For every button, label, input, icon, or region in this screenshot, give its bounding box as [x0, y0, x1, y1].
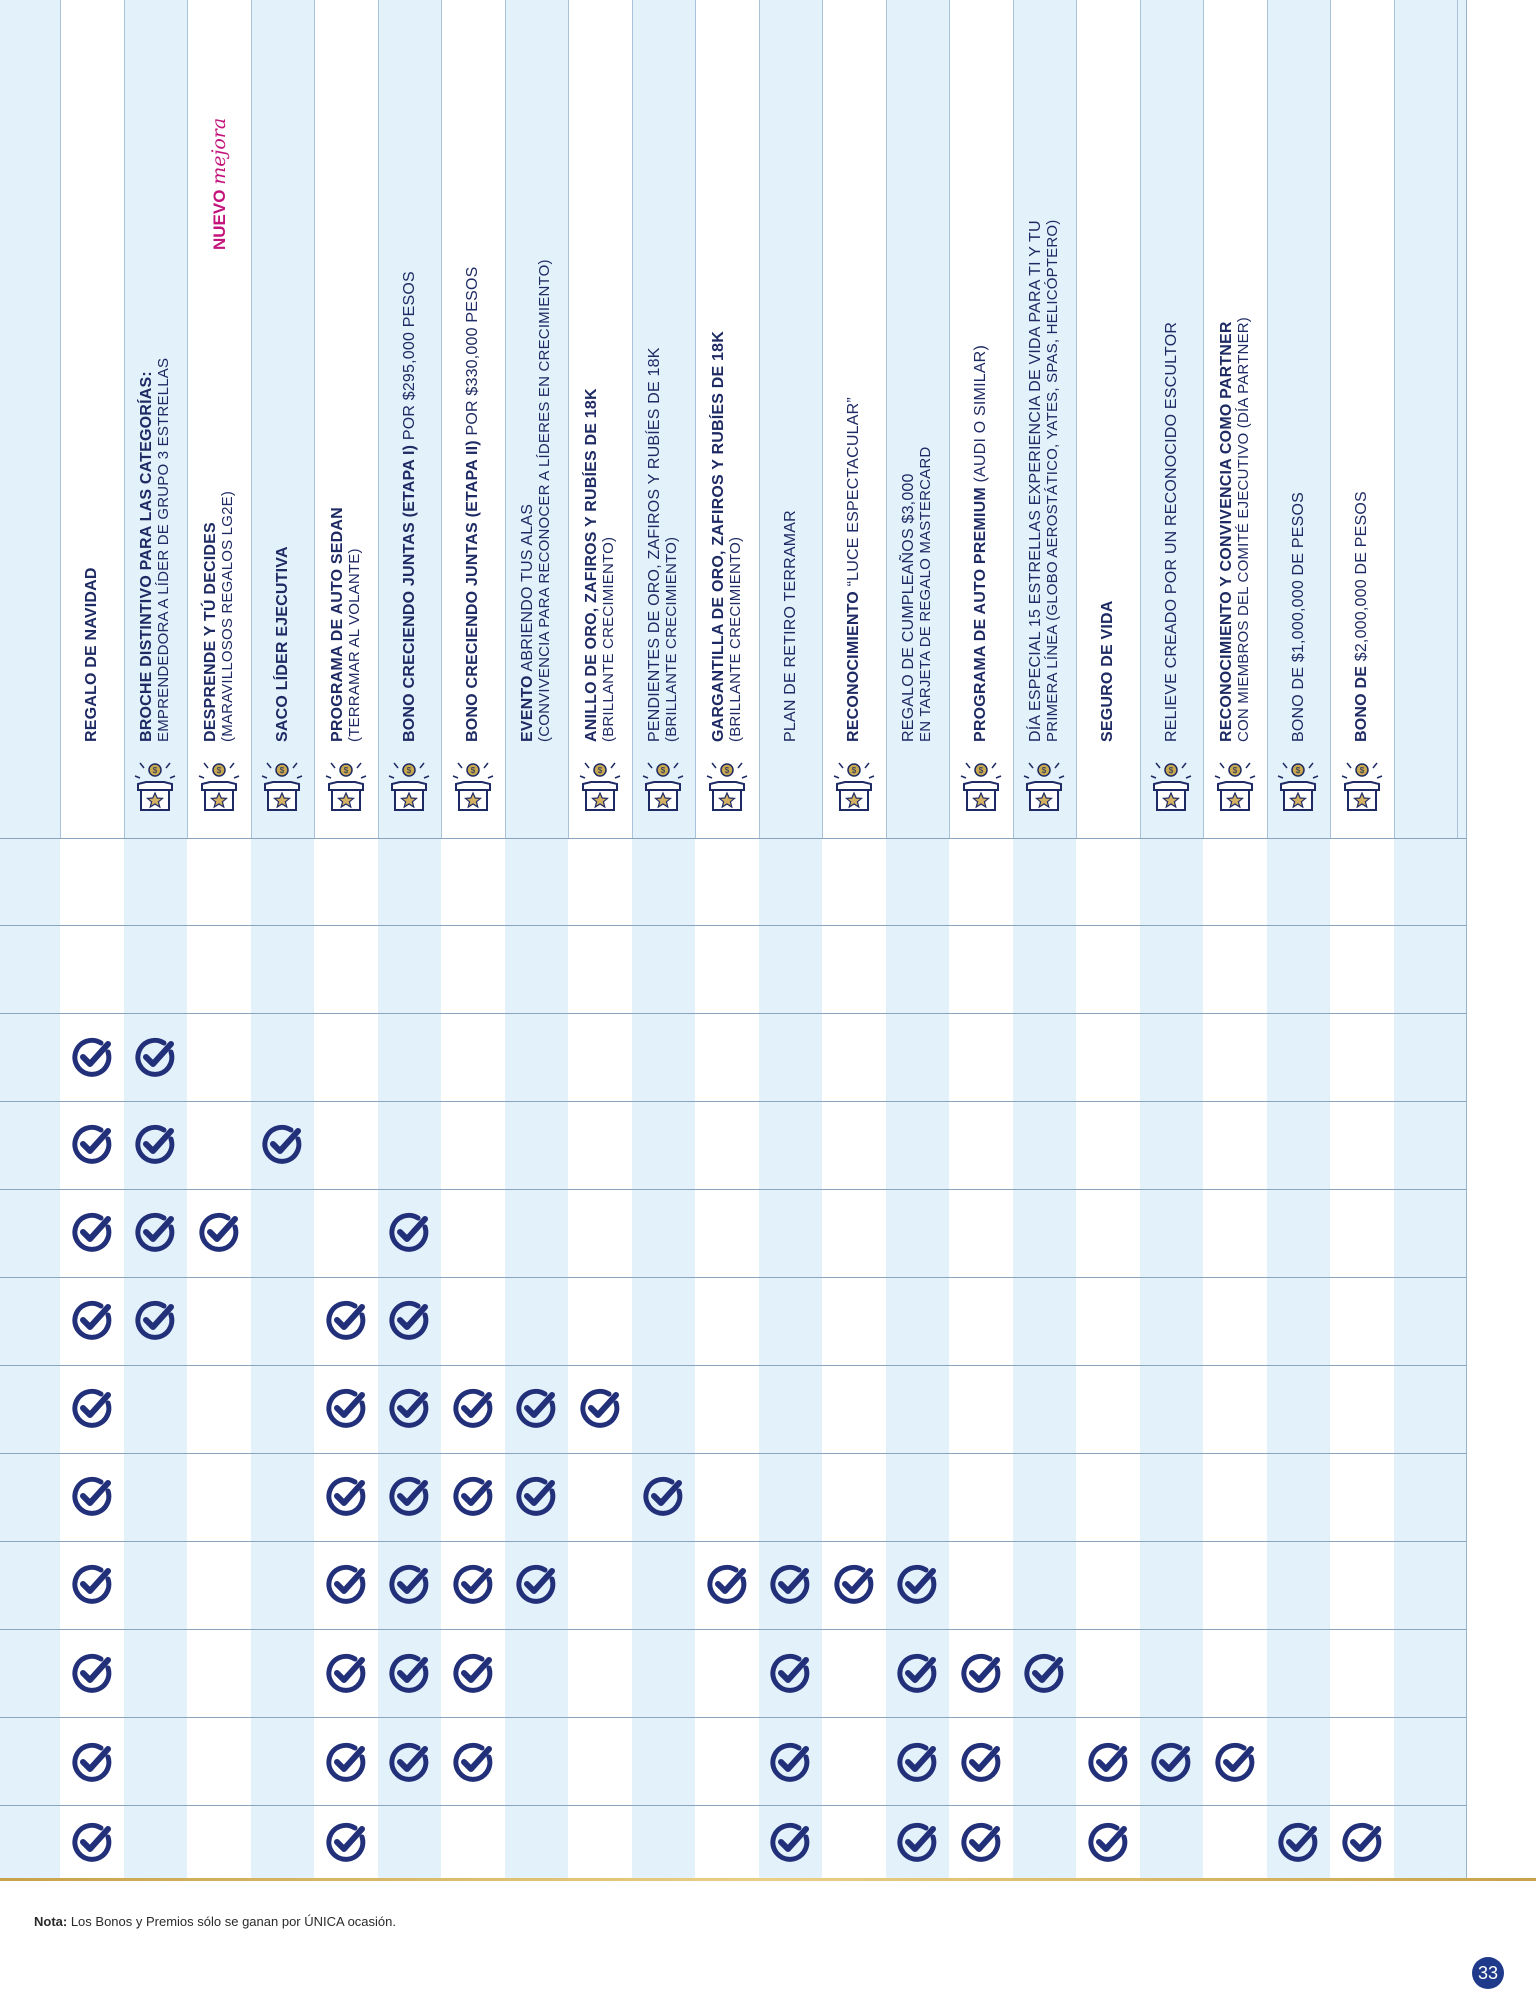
column-header-bold: SACO LÍDER EJECUTIVA: [274, 546, 291, 742]
column-header-line1: [782, 510, 799, 742]
column-stripe: [1140, 0, 1204, 1880]
column-header-line1: [972, 345, 989, 742]
row-divider: [0, 838, 1466, 839]
gift-box-icon: [1339, 760, 1385, 814]
column-header-rest: $2,000,000 DE PESOS: [1353, 491, 1370, 666]
row-divider: [0, 1013, 1466, 1014]
checkmark-icon: [514, 1474, 558, 1518]
column-header-line2: (BRILLANTE CRECIMIENTO): [663, 536, 680, 742]
checkmark-icon: [387, 1474, 431, 1518]
column-header-line1: [464, 266, 481, 742]
column-header-bold: PROGRAMA DE AUTO SEDAN: [329, 507, 346, 742]
checkmark-icon: [895, 1562, 939, 1606]
column-stripe: [632, 0, 696, 1880]
column-header-c7: [464, 266, 481, 742]
column-divider: [1330, 0, 1331, 838]
row-divider: [0, 1541, 1466, 1542]
column-header-line2: (MARAVILLOSOS REGALOS LG2E): [219, 490, 236, 742]
column-header-bold: ANILLO DE ORO, ZAFIROS Y RUBÍES DE 18K: [583, 388, 600, 742]
column-header-line1: [1218, 317, 1235, 742]
column-divider: [1394, 0, 1395, 838]
checkmark-icon: [324, 1651, 368, 1695]
gift-box-icon: [1212, 760, 1258, 814]
gift-box-icon: [1275, 760, 1321, 814]
checkmark-icon: [70, 1386, 114, 1430]
column-header-rest: PENDIENTES DE ORO, ZAFIROS Y RUBÍES DE 18K: [646, 347, 663, 742]
column-header-bold: DESPRENDE Y TÚ DECIDES: [202, 522, 219, 742]
column-header-c14: [900, 447, 934, 742]
checkmark-icon: [832, 1562, 876, 1606]
row-divider: [0, 1629, 1466, 1630]
column-header-line2: (BRILLANTE CRECIMIENTO): [727, 536, 744, 742]
checkmark-icon: [324, 1474, 368, 1518]
checkmark-icon: [70, 1210, 114, 1254]
row-divider: [0, 1277, 1466, 1278]
column-divider: [1457, 0, 1458, 838]
checkmark-icon: [1086, 1740, 1130, 1784]
column-header-c11: [710, 331, 744, 742]
column-header-line1: [202, 491, 219, 742]
checkmark-icon: [133, 1035, 177, 1079]
checkmark-icon: [451, 1651, 495, 1695]
checkmark-icon: [895, 1651, 939, 1695]
row-divider: [0, 1453, 1466, 1454]
checkmark-icon: [387, 1740, 431, 1784]
checkmark-icon: [324, 1740, 368, 1784]
column-header-line1: [900, 447, 917, 742]
column-header-line1: [1099, 601, 1116, 743]
column-divider: [1076, 0, 1077, 838]
gold-divider: [0, 1878, 1536, 1881]
column-header-bold: GARGANTILLA DE ORO, ZAFIROS Y RUBÍES DE 18K: [710, 330, 727, 742]
column-header-line1: [1027, 220, 1044, 742]
svg-text:$: $: [407, 766, 412, 775]
svg-text:$: $: [661, 766, 666, 775]
checkmark-icon: [451, 1386, 495, 1430]
column-header-bold: PROGRAMA DE AUTO PREMIUM: [972, 487, 989, 742]
column-header-line1: [1353, 491, 1370, 742]
checkmark-icon: [1276, 1820, 1320, 1864]
svg-text:$: $: [470, 766, 475, 775]
checkmark-icon: [959, 1740, 1003, 1784]
column-divider: [822, 0, 823, 838]
column-divider: [124, 0, 125, 838]
checkmark-icon: [768, 1562, 812, 1606]
checkmark-icon: [70, 1122, 114, 1166]
checkmark-icon: [387, 1651, 431, 1695]
column-header-rest: RELIEVE CREADO POR UN RECONOCIDO ESCULTOR: [1163, 321, 1180, 742]
column-header-c6: [401, 271, 418, 742]
column-stripe: [124, 0, 188, 1880]
column-stripe: [1267, 0, 1331, 1880]
column-header-bold: EVENTO: [519, 675, 536, 742]
column-divider: [60, 0, 61, 838]
svg-text:$: $: [851, 766, 856, 775]
gift-box-icon: [958, 760, 1004, 814]
gift-box-icon: [259, 760, 305, 814]
checkmark-icon: [1213, 1740, 1257, 1784]
column-header-bold: RECONOCIMIENTO: [845, 591, 862, 742]
column-header-c10: [646, 347, 680, 742]
checkmark-icon: [387, 1210, 431, 1254]
column-header-line1: [845, 397, 862, 742]
checkmark-icon: [387, 1562, 431, 1606]
column-header-line2: CON MIEMBROS DEL COMITÉ EJECUTIVO (DÍA PARTNER): [1235, 317, 1252, 742]
footnote-text: Los Bonos y Premios sólo se ganan por ÚNICA ocasión.: [67, 1914, 397, 1929]
row-divider: [0, 1805, 1466, 1806]
gift-box-icon: [577, 760, 623, 814]
page-number-badge: 33: [1472, 1957, 1504, 1989]
column-header-line2: PRIMERA LÍNEA (GLOBO AEROSTÁTICO, YATES, SPAS, HELICÓPTERO): [1044, 219, 1061, 742]
footnote: [34, 1914, 396, 1929]
checkmark-icon: [260, 1122, 304, 1166]
column-stripe: [0, 0, 60, 1880]
column-header-line1: [274, 546, 291, 742]
gift-box-icon: [1021, 760, 1067, 814]
checkmark-icon: [641, 1474, 685, 1518]
column-divider: [251, 0, 252, 838]
column-header-rest: “LUCE ESPECTACULAR”: [845, 397, 862, 592]
column-header-c1: [83, 567, 100, 742]
checkmark-icon: [70, 1562, 114, 1606]
column-divider: [1267, 0, 1268, 838]
svg-text:$: $: [216, 766, 221, 775]
svg-text:$: $: [1232, 766, 1237, 775]
checkmark-icon: [324, 1562, 368, 1606]
svg-text:$: $: [978, 766, 983, 775]
gift-box-icon: [386, 760, 432, 814]
gift-box-icon: [450, 760, 496, 814]
row-divider: [0, 1189, 1466, 1190]
badge-new-word: NUEVO: [210, 189, 229, 250]
column-header-c18: [1163, 322, 1180, 742]
column-header-c17: [1099, 601, 1116, 743]
checkmark-icon: [70, 1298, 114, 1342]
column-header-c13: [845, 397, 862, 742]
svg-text:$: $: [724, 766, 729, 775]
column-divider: [314, 0, 315, 838]
column-header-c8: [519, 259, 553, 742]
column-header-line1: [138, 358, 155, 742]
column-header-rest: PLAN DE RETIRO TERRAMAR: [782, 510, 799, 742]
column-header-bold: SEGURO DE VIDA: [1099, 600, 1116, 742]
checkmark-icon: [768, 1651, 812, 1695]
checkmark-icon: [451, 1562, 495, 1606]
column-header-line1: [519, 259, 536, 742]
checkmark-icon: [895, 1740, 939, 1784]
checkmark-icon: [324, 1386, 368, 1430]
svg-text:$: $: [1296, 766, 1301, 775]
gift-box-icon: [1148, 760, 1194, 814]
column-stripe: [251, 0, 315, 1880]
column-header-line1: [83, 567, 100, 742]
column-header-bold: BONO CRECIENDO JUNTAS (ETAPA I): [401, 444, 418, 742]
checkmark-icon: [1022, 1651, 1066, 1695]
column-header-rest: DÍA ESPECIAL 15 ESTRELLAS EXPERIENCIA DE VIDA PARA TI Y TU: [1027, 220, 1044, 742]
column-header-line1: [329, 507, 346, 742]
new-improvement-badge: [208, 118, 230, 250]
column-stripe: [1394, 0, 1467, 1880]
column-header-c12: [782, 510, 799, 742]
column-header-rest: POR $295,000 PESOS: [401, 271, 418, 445]
column-header-c2: [138, 358, 172, 742]
svg-text:$: $: [343, 766, 348, 775]
checkmark-icon: [324, 1298, 368, 1342]
checkmark-icon: [1086, 1820, 1130, 1864]
column-header-line1: [401, 271, 418, 742]
gift-box-icon: [132, 760, 178, 814]
column-divider: [695, 0, 696, 838]
column-header-c19: [1218, 317, 1252, 742]
checkmark-icon: [959, 1820, 1003, 1864]
row-divider: [0, 925, 1466, 926]
badge-improvement-word: mejora: [208, 117, 230, 185]
checkmark-icon: [895, 1820, 939, 1864]
checkmark-icon: [70, 1740, 114, 1784]
checkmark-icon: [1340, 1820, 1384, 1864]
checkmark-icon: [1149, 1740, 1193, 1784]
column-header-line2: EN TARJETA DE REGALO MASTERCARD: [917, 446, 934, 742]
svg-text:$: $: [1042, 766, 1047, 775]
column-header-c15: [972, 345, 989, 742]
column-header-c16: [1027, 220, 1061, 742]
column-divider: [568, 0, 569, 838]
checkmark-icon: [70, 1820, 114, 1864]
column-header-rest: (AUDI O SIMILAR): [972, 345, 989, 488]
row-divider: [0, 1101, 1466, 1102]
column-header-line2: (CONVIVENCIA PARA RECONOCER A LÍDERES EN CRECIMIENTO): [536, 259, 553, 742]
gift-box-icon: [704, 760, 750, 814]
checkmark-icon: [514, 1386, 558, 1430]
column-header-c20: [1290, 492, 1307, 742]
column-divider: [187, 0, 188, 838]
svg-text:$: $: [1359, 766, 1364, 775]
column-header-line2: (TERRAMAR AL VOLANTE): [346, 548, 363, 742]
checkmark-icon: [133, 1122, 177, 1166]
column-header-c9: [583, 388, 617, 742]
column-header-c21: [1353, 491, 1370, 742]
checkmark-icon: [514, 1562, 558, 1606]
column-header-bold: BONO DE: [1353, 665, 1370, 742]
checkmark-icon: [324, 1820, 368, 1864]
checkmark-icon: [387, 1298, 431, 1342]
column-header-bold: RECONOCIMIENTO Y CONVIVENCIA COMO PARTNER: [1218, 321, 1235, 742]
column-header-line1: [646, 347, 663, 742]
checkmark-icon: [451, 1740, 495, 1784]
column-header-line1: [1290, 492, 1307, 742]
column-header-rest: POR $330,000 PESOS: [464, 266, 481, 441]
column-header-rest: BONO DE $1,000,000 DE PESOS: [1290, 492, 1307, 742]
column-divider: [1013, 0, 1014, 838]
column-header-bold: BONO CRECIENDO JUNTAS (ETAPA II): [464, 440, 481, 742]
column-header-bold: REGALO DE NAVIDAD: [83, 567, 100, 742]
column-header-line2: EMPRENDEDORA A LÍDER DE GRUPO 3 ESTRELLAS: [155, 357, 172, 742]
checkmark-icon: [70, 1651, 114, 1695]
column-divider: [632, 0, 633, 838]
svg-text:$: $: [280, 766, 285, 775]
checkmark-icon: [768, 1740, 812, 1784]
column-divider: [378, 0, 379, 838]
checkmark-icon: [578, 1386, 622, 1430]
checkmark-icon: [70, 1474, 114, 1518]
footnote-label: Nota:: [34, 1914, 68, 1929]
column-header-line1: [1163, 322, 1180, 742]
checkmark-icon: [451, 1474, 495, 1518]
column-header-line1: [710, 331, 727, 742]
column-divider: [1203, 0, 1204, 838]
checkmark-icon: [705, 1562, 749, 1606]
gift-box-icon: [640, 760, 686, 814]
gift-box-icon: [196, 760, 242, 814]
column-header-c3: [202, 491, 236, 742]
column-divider: [1140, 0, 1141, 838]
checkmark-icon: [70, 1035, 114, 1079]
column-divider: [886, 0, 887, 838]
column-header-line1: [583, 388, 600, 742]
column-header-line2: (BRILLANTE CRECIMIENTO): [600, 536, 617, 742]
column-divider: [759, 0, 760, 838]
checkmark-icon: [197, 1210, 241, 1254]
checkmark-icon: [768, 1820, 812, 1864]
gift-box-icon: [323, 760, 369, 814]
column-divider: [441, 0, 442, 838]
row-divider: [0, 1365, 1466, 1366]
checkmark-icon: [387, 1386, 431, 1430]
gift-box-icon: [831, 760, 877, 814]
svg-text:$: $: [1169, 766, 1174, 775]
checkmark-icon: [133, 1210, 177, 1254]
table-right-border: [1466, 0, 1467, 1880]
svg-text:$: $: [153, 766, 158, 775]
svg-text:$: $: [597, 766, 602, 775]
column-header-rest: ABRIENDO TUS ALAS: [519, 503, 536, 676]
column-divider: [949, 0, 950, 838]
checkmark-icon: [959, 1651, 1003, 1695]
column-divider: [505, 0, 506, 838]
checkmark-icon: [133, 1298, 177, 1342]
column-header-bold: BROCHE DISTINTIVO PARA LAS CATEGORÍAS:: [138, 371, 155, 742]
column-header-c5: [329, 507, 363, 742]
column-header-c4: [274, 546, 291, 742]
column-header-rest: REGALO DE CUMPLEAÑOS $3,000: [900, 473, 917, 742]
row-divider: [0, 1717, 1466, 1718]
